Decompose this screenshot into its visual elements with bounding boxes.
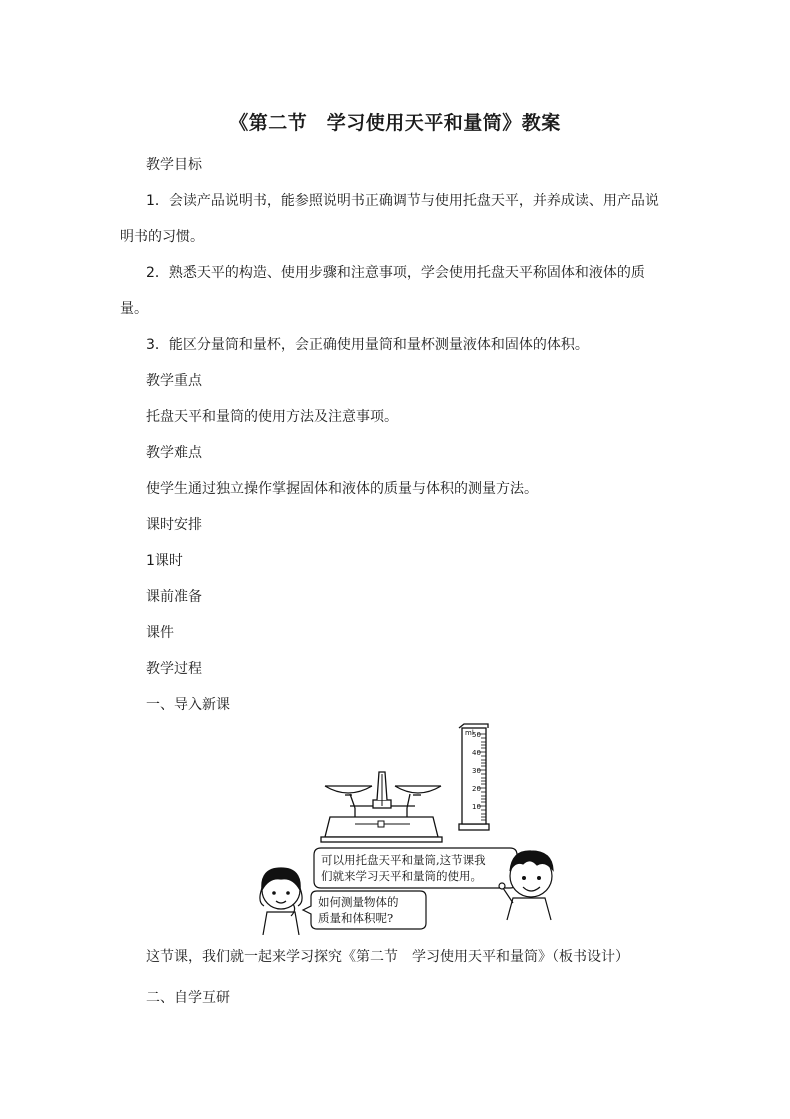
schedule-heading: 课时安排 bbox=[146, 517, 202, 533]
preparation-text: 课件 bbox=[146, 625, 174, 641]
cylinder-tick-20: 20 bbox=[472, 785, 481, 793]
cylinder-tick-40: 40 bbox=[472, 749, 481, 757]
difficulties-heading: 教学难点 bbox=[146, 445, 202, 461]
girl-bubble-line2: 质量和体积呢? bbox=[318, 911, 394, 925]
tray-balance-image bbox=[321, 772, 442, 842]
cylinder-tick-10: 10 bbox=[472, 803, 481, 811]
process-heading: 教学过程 bbox=[146, 661, 202, 677]
schedule-text: 1课时 bbox=[146, 553, 183, 569]
intro-text: 这节课，我们就一起来学习探究《第二节 学习使用天平和量筒》（板书设计） bbox=[146, 949, 629, 965]
part2-heading: 二、自学互研 bbox=[146, 990, 230, 1006]
page-title: 《第二节 学习使用天平和量筒》教案 bbox=[229, 112, 561, 134]
objective-1-line1: 1．会读产品说明书，能参照说明书正确调节与使用托盘天平，并养成读、用产品说 bbox=[146, 193, 659, 209]
balance-and-cylinder-illustration bbox=[255, 720, 565, 935]
graduated-cylinder-image bbox=[459, 724, 489, 830]
cylinder-tick-30: 30 bbox=[472, 767, 481, 775]
part1-heading: 一、导入新课 bbox=[146, 697, 230, 713]
objective-2-line2: 量。 bbox=[120, 301, 148, 317]
preparation-heading: 课前准备 bbox=[146, 589, 202, 605]
boy-bubble-line1: 可以用托盘天平和量筒,这节课我 bbox=[321, 853, 486, 867]
cylinder-unit-label: ml bbox=[465, 729, 474, 737]
key-points-text: 托盘天平和量筒的使用方法及注意事项。 bbox=[146, 409, 398, 425]
objective-2-line1: 2．熟悉天平的构造、使用步骤和注意事项，学会使用托盘天平称固体和液体的质 bbox=[146, 265, 645, 281]
objective-1-line2: 明书的习惯。 bbox=[120, 229, 204, 245]
boy-bubble-line2: 们就来学习天平和量筒的使用。 bbox=[321, 869, 482, 883]
key-points-heading: 教学重点 bbox=[146, 373, 202, 389]
difficulties-text: 使学生通过独立操作掌握固体和液体的质量与体积的测量方法。 bbox=[146, 481, 538, 497]
girl-cartoon-image bbox=[260, 868, 302, 935]
objectives-heading: 教学目标 bbox=[146, 157, 202, 173]
girl-bubble-line1: 如何测量物体的 bbox=[318, 895, 399, 909]
cylinder-tick-50: 50 bbox=[472, 731, 481, 739]
objective-3: 3．能区分量筒和量杯，会正确使用量筒和量杯测量液体和固体的体积。 bbox=[146, 337, 589, 353]
